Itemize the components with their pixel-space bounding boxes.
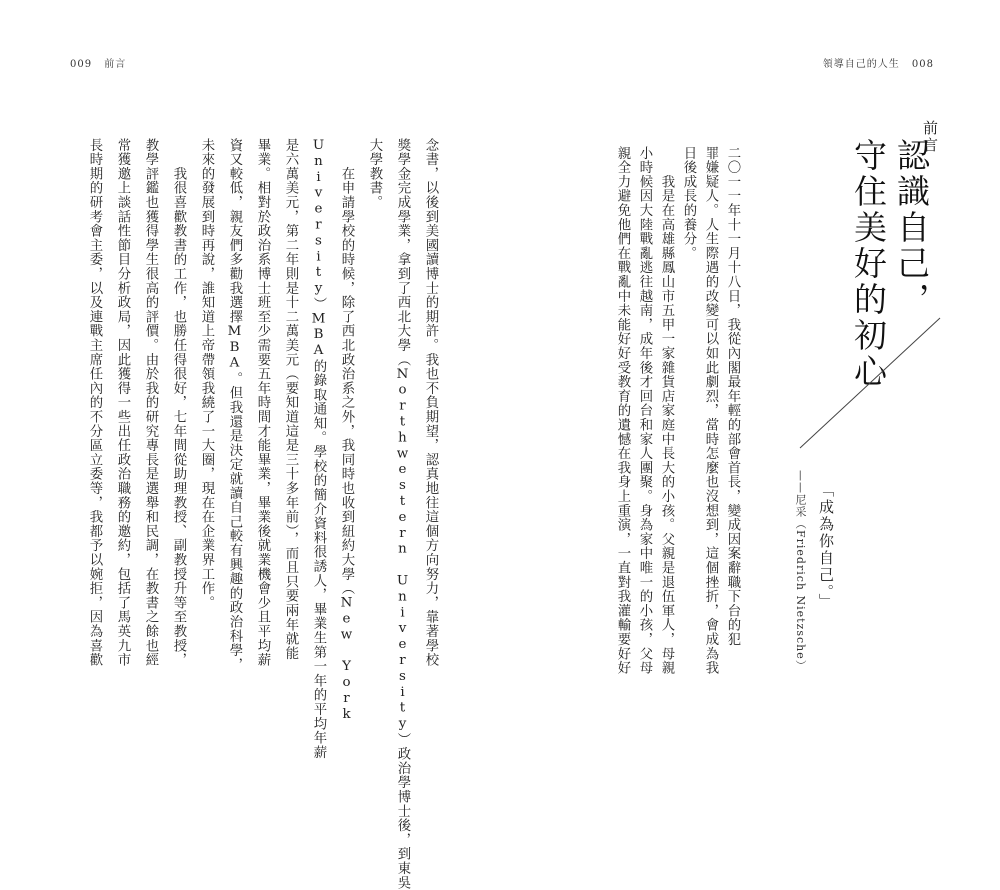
left-body-column-1: 念書，以後到美國讀博士的期許。我也不負期望，認真地往這個方向努力，靠著學校 (423, 138, 438, 668)
right-body-column-5: 小時候因大陸戰亂逃往越南，成年後才回台和家人團聚。身為家中唯一的小孩，父母 (637, 146, 652, 676)
left-body-column-5: University）MBA的錄取通知。學校的簡介資料很誘人，畢業生第一年的平均年薪 (311, 138, 326, 760)
left-body-column-4: 在申請學校的時候，除了西北政治系之外，我同時也收到紐約大學（New York (339, 138, 354, 723)
left-body-column-10: 我很喜歡教書的工作，也勝任得很好，七年間從助理教授、副教授升等至教授， (171, 138, 186, 668)
left-body-column-3: 大學教書。 (367, 138, 382, 210)
chapter-title-line-2: 守住美好的初心 (849, 138, 888, 390)
right-body-column-6: 親全力避免他們在戰亂中未能好好受教育的遺憾在我身上重演，一直對我灌輸要好好 (615, 146, 630, 676)
left-body-column-6: 是六萬美元，第二年則是十二萬美元（要知道這是三十多年前），而且只要兩年就能 (283, 138, 298, 661)
left-body-column-11: 教學評鑑也獲得學生很高的評價。由於我的研究專長是選舉和民調，在教書之餘也經 (143, 138, 158, 668)
book-title: 領導自己的人生 (822, 59, 900, 70)
right-body-column-1: 二〇一一年十一月十八日，我從內閣最年輕的部會首長，變成因案辭職下台的犯 (725, 146, 740, 647)
right-body-column-4: 我是在高雄縣鳳山市五甲一家雜貨店家庭中長大的小孩。父親是退伍軍人，母親 (659, 146, 674, 676)
left-body-column-12: 常獲邀上談話性節目分析政局，因此獲得一些出任政治職務的邀約，包括了馬英九市 (115, 138, 130, 668)
epigraph-attribution: ——尼采（Friedrich Nietzsche） (794, 470, 807, 672)
left-page-body (66, 138, 441, 890)
left-body-column-7: 畢業。相對於政治系博士班至少需要五年時間才能畢業，畢業後就業機會少且平均薪 (255, 138, 270, 668)
right-page-number: 008 (911, 59, 934, 70)
epigraph-quote: 「成為你自己。」 (817, 482, 835, 611)
chapter-title-line-1: 認識自己， (892, 138, 931, 318)
right-body-column-2: 罪嫌疑人。人生際遇的改變可以如此劇烈，當時怎麼也沒想到，這個挫折，會成為我 (703, 146, 718, 676)
left-page-number: 009 (70, 59, 93, 70)
right-page-body (608, 146, 743, 676)
left-body-column-13: 長時期的研考會主委，以及連戰主席任內的不分區立委等，我都予以婉拒，因為喜歡 (87, 138, 102, 668)
left-body-column-8: 資又較低，親友們多勸我選擇MBA。但我還是決定就讀自己較有興趣的政治科學， (227, 138, 242, 672)
section-label: 前言 (921, 120, 939, 154)
left-body-column-9: 未來的發展到時再說，誰知道上帝帶領我繞了一大圈，現在在企業界工作。 (199, 138, 214, 610)
right-body-column-3: 日後成長的養分。 (681, 146, 696, 261)
left-section-title: 前言 (104, 59, 127, 70)
left-body-column-2: 獎學金完成學業，拿到了西北大學（Northwestern University）政治學博士後，到東吳 (395, 138, 410, 890)
